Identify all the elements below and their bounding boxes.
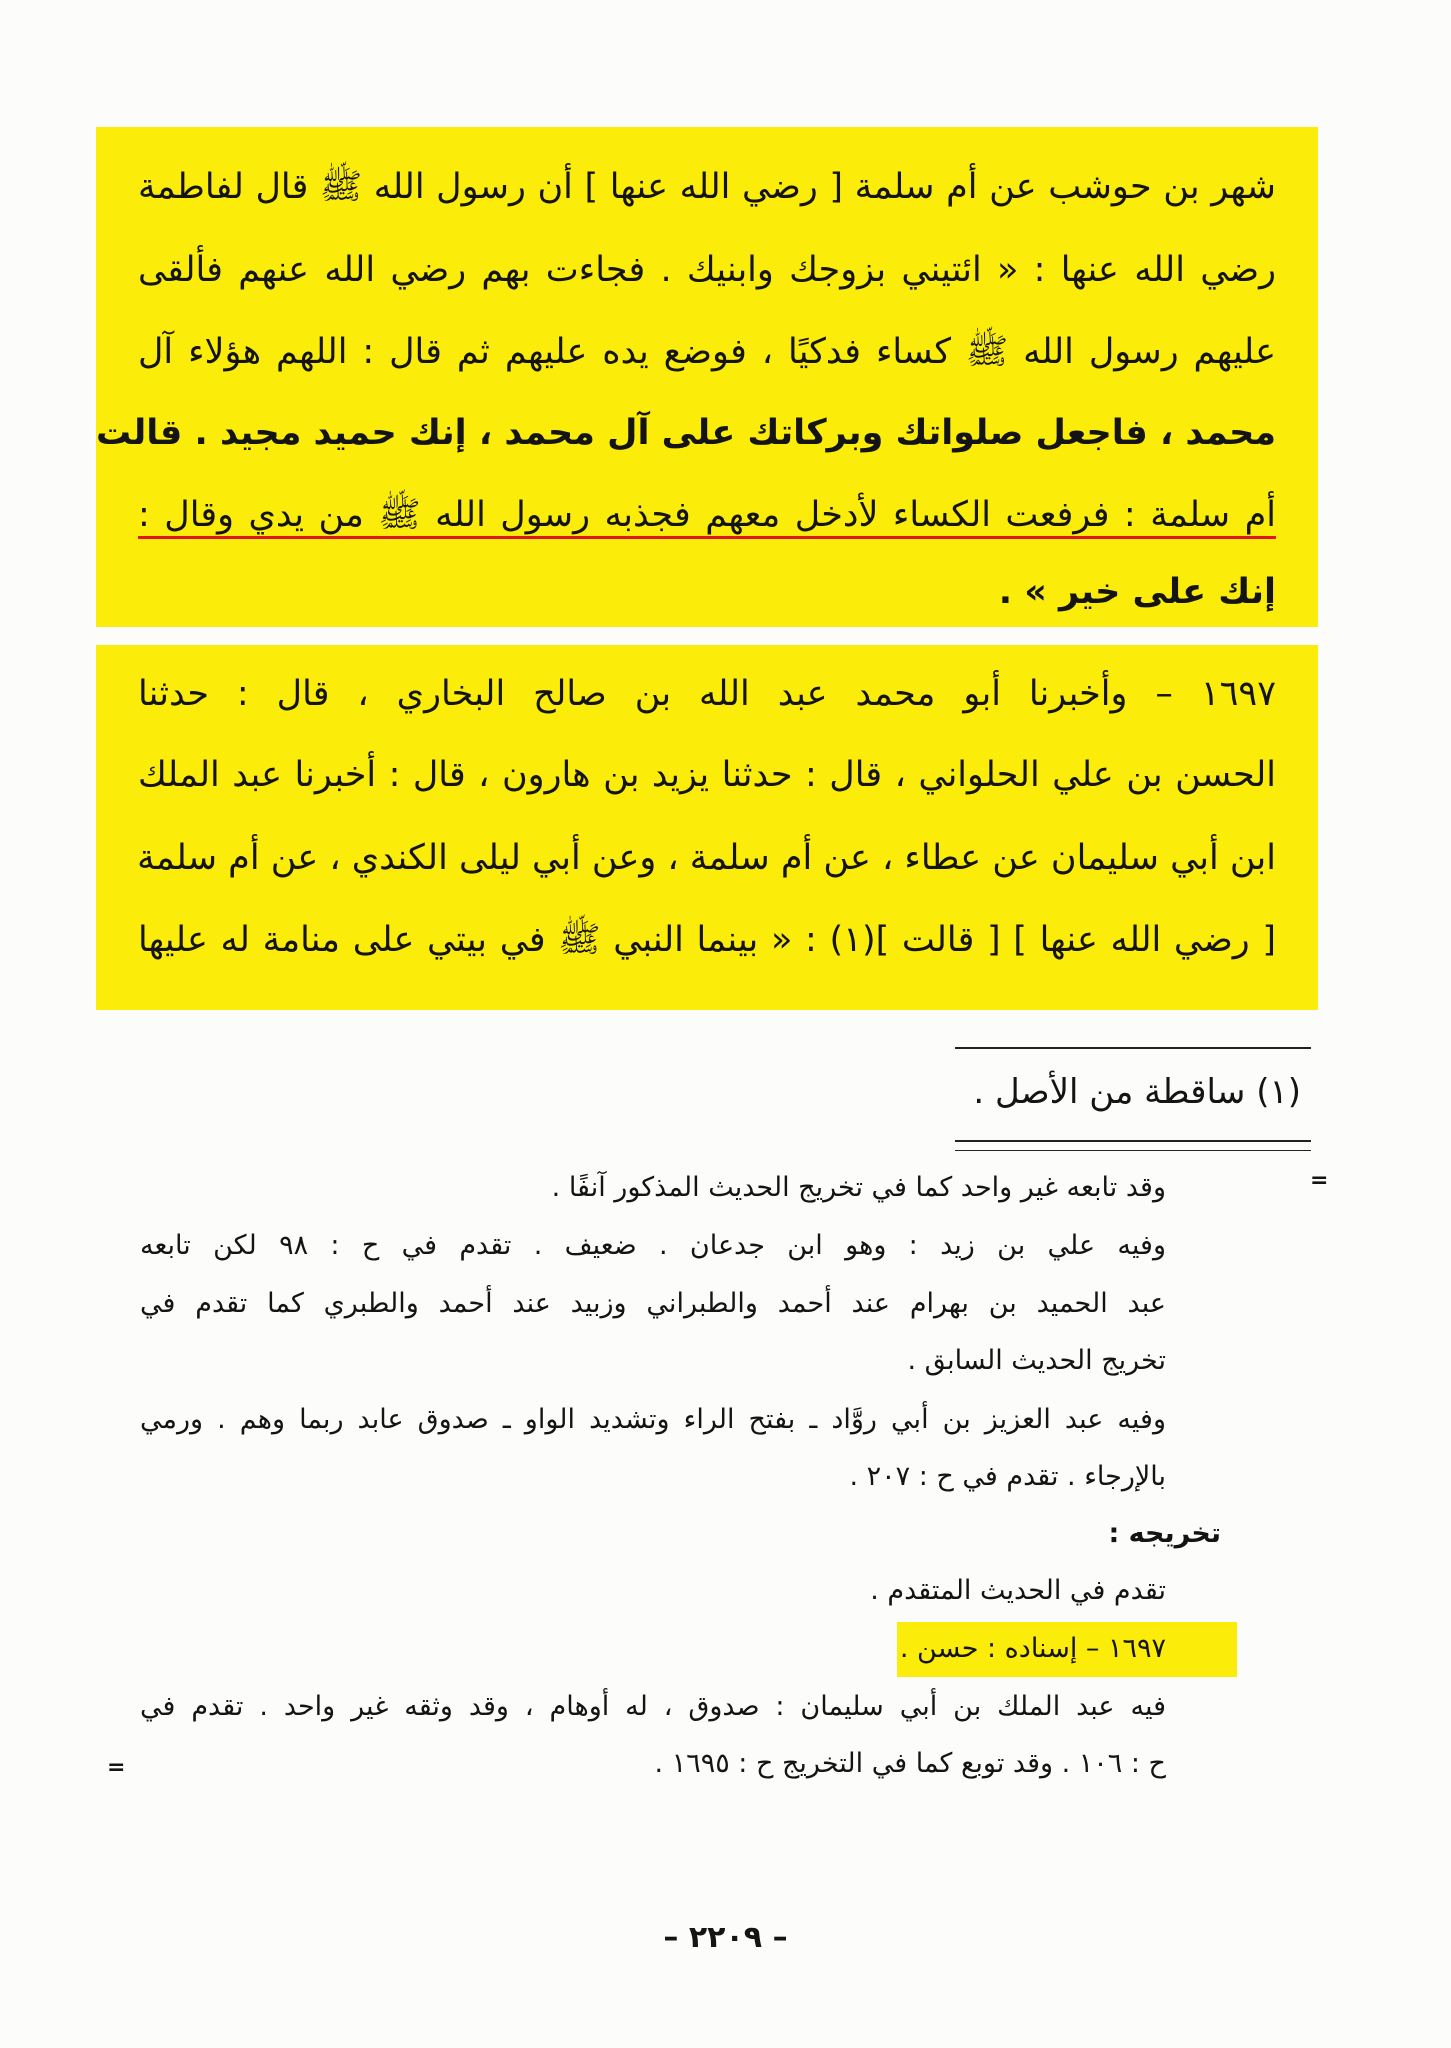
hadith-line: محمد ، فاجعل صلواتك وبركاتك على آل محمد ، إنك حميد مجيد . قالت xyxy=(96,413,1276,453)
commentary-line: وفيه علي بن زيد : وهو ابن جدعان . ضعيف . تقدم في ح : ٩٨ لكن تابعه xyxy=(140,1230,1166,1261)
commentary-line: وقد تابعه غير واحد كما في تخريج الحديث المذكور آنفًا . xyxy=(551,1172,1166,1203)
commentary-line: تقدم في الحديث المتقدم . xyxy=(870,1575,1166,1606)
commentary-line: وفيه عبد العزيز بن أبي روَّاد ـ بفتح الراء وتشديد الواو ـ صدوق عابد ربما وهم . ورمي xyxy=(140,1404,1166,1435)
footnote: (١) ساقطة من الأصل . xyxy=(973,1072,1301,1112)
highlighted-hadith-block-1 xyxy=(96,127,1318,627)
hadith-line-underlined: إنك على خير » . xyxy=(998,572,1276,612)
commentary-line: ح : ١٠٦ . وقد توبع كما في التخريج ح : ١٦٩٥ . xyxy=(654,1748,1166,1779)
margin-mark: = xyxy=(107,1755,126,1780)
hadith-line-underlined: أم سلمة : فرفعت الكساء لأدخل معهم فجذبه رسول الله ﷺ من يدي وقال : xyxy=(138,495,1276,535)
hadith-line: شهر بن حوشب عن أم سلمة [ رضي الله عنها ] أن رسول الله ﷺ قال لفاطمة xyxy=(138,167,1276,207)
footnote-divider xyxy=(955,1140,1311,1142)
hadith-line: الحسن بن علي الحلواني ، قال : حدثنا يزيد بن هارون ، قال : أخبرنا عبد الملك xyxy=(138,755,1276,795)
margin-mark: = xyxy=(1310,1168,1329,1193)
highlighted-hadith-block-2 xyxy=(96,645,1318,1010)
isnad-line: ١٦٩٧ – إسناده : حسن . xyxy=(899,1633,1166,1664)
hadith-line: عليهم رسول الله ﷺ كساء فدكيًا ، فوضع يده عليهم ثم قال : اللهم هؤلاء آل xyxy=(138,332,1276,372)
footnote-divider xyxy=(955,1150,1311,1151)
hadith-line: [ رضي الله عنها ] [ قالت ](١) : « بينما النبي ﷺ في بيتي على منامة له عليها xyxy=(138,920,1276,960)
commentary-line: فيه عبد الملك بن أبي سليمان : صدوق ، له أوهام ، وقد وثقه غير واحد . تقدم في xyxy=(140,1691,1166,1722)
commentary-line: عبد الحميد بن بهرام عند أحمد والطبراني وزبيد عند أحمد والطبري كما تقدم في xyxy=(140,1288,1166,1319)
hadith-line: ابن أبي سليمان عن عطاء ، عن أم سلمة ، وعن أبي ليلى الكندي ، عن أم سلمة xyxy=(137,838,1276,878)
commentary-line: تخريج الحديث السابق . xyxy=(907,1345,1166,1376)
footnote-divider xyxy=(955,1047,1311,1049)
hadith-line: رضي الله عنها : « ائتيني بزوجك وابنيك . فجاءت بهم رضي الله عنهم فألقى xyxy=(138,250,1276,290)
commentary-line: بالإرجاء . تقدم في ح : ٢٠٧ . xyxy=(849,1461,1166,1492)
section-heading: تخريجه : xyxy=(1108,1518,1221,1549)
page-number: – ٢٢٠٩ – xyxy=(663,1920,788,1955)
hadith-line: ١٦٩٧ – وأخبرنا أبو محمد عبد الله بن صالح البخاري ، قال : حدثنا xyxy=(138,674,1276,714)
